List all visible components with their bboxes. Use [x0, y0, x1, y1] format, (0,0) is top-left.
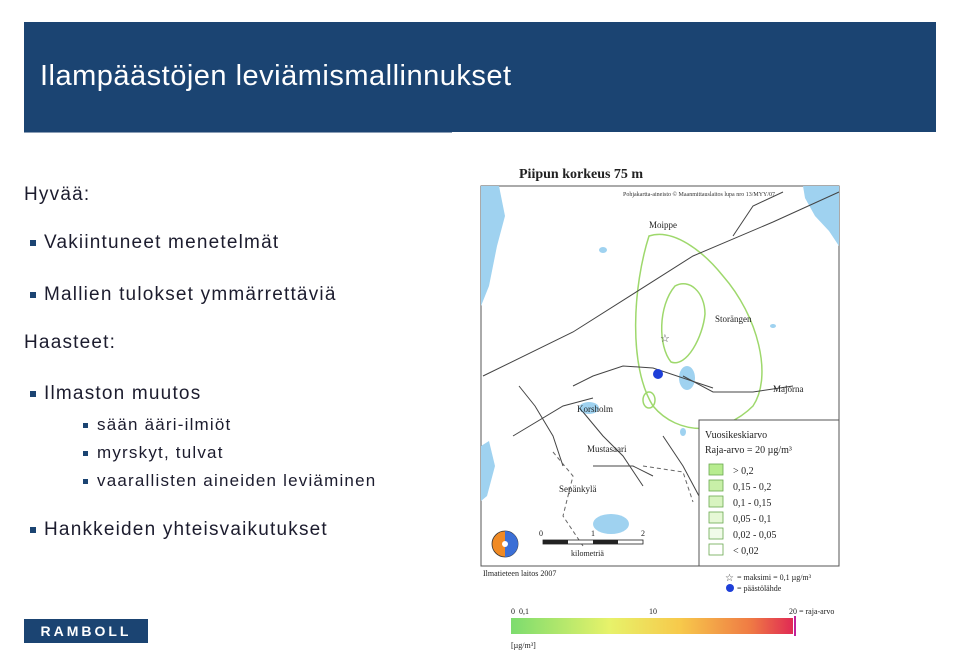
map-credit: Ilmatieteen laitos 2007	[483, 569, 557, 578]
legend-swatch	[709, 480, 723, 491]
title-divider	[24, 132, 452, 133]
place-mustasaari: Mustasaari	[587, 444, 627, 454]
good-item-2: Mallien tulokset ymmärrettäviä	[44, 284, 337, 305]
legend-limit: Raja-arvo = 20 µg/m³	[705, 445, 792, 456]
good-heading: Hyvää:	[24, 184, 91, 205]
place-sepankyla: Sepänkylä	[559, 484, 597, 494]
challenges-subitem-1: sään ääri-ilmiöt	[97, 415, 232, 434]
bullet-icon	[30, 527, 36, 533]
bullet-icon	[30, 240, 36, 246]
maximum-legend-star-icon: ☆	[725, 573, 734, 584]
legend-swatch	[709, 464, 723, 475]
source-label: = päästölähde	[737, 584, 782, 593]
bullet-icon	[30, 391, 36, 397]
logo-text: RAMBOLL	[40, 623, 132, 639]
challenges-subitem-3: vaarallisten aineiden leviäminen	[97, 471, 377, 490]
challenges-item: Ilmaston muutos	[44, 383, 202, 404]
legend-class-label: 0,02 - 0,05	[733, 530, 777, 541]
compass-rose-icon	[492, 531, 518, 557]
legend-swatch	[709, 496, 723, 507]
map-copyright: Pohjakartta-aineisto © Maanmittauslaitos lupa nro 13/MYY/07	[623, 192, 776, 198]
legend-title: Vuosikeskiarvo	[705, 430, 768, 441]
colorbar-unit: [µg/m³]	[511, 641, 536, 650]
bullet-icon	[30, 292, 36, 298]
legend-swatch	[709, 544, 723, 555]
last-item: Hankkeiden yhteisvaikutukset	[44, 519, 328, 540]
colorbar-tick-0: 0	[511, 607, 515, 616]
scale-unit: kilometriä	[571, 549, 604, 558]
source-legend-icon	[726, 584, 734, 592]
legend-class-label: 0,05 - 0,1	[733, 514, 772, 525]
place-moippe: Moippe	[649, 220, 677, 230]
legend-swatch	[709, 528, 723, 539]
colorbar-tick-2: 10	[649, 607, 657, 616]
legend	[699, 420, 839, 566]
place-majorna: Majorna	[773, 384, 804, 394]
bullet-icon	[83, 423, 88, 428]
bullet-icon	[83, 451, 88, 456]
good-item-1: Vakiintuneet menetelmät	[44, 232, 280, 253]
scale-tick-1: 1	[591, 529, 595, 538]
challenges-heading: Haasteet:	[24, 332, 117, 353]
scale-tick-0: 0	[539, 529, 543, 538]
place-korsholm: Korsholm	[577, 404, 613, 414]
colorbar-tick-1: 0,1	[519, 607, 529, 616]
legend-class-label: 0,1 - 0,15	[733, 498, 772, 509]
maximum-star-icon: ☆	[660, 333, 670, 345]
legend-class-label: > 0,2	[733, 466, 754, 477]
map-title: Piipun korkeus 75 m	[519, 167, 644, 182]
scale-tick-2: 2	[641, 529, 645, 538]
max-label: = maksimi = 0,1 µg/m³	[737, 573, 812, 582]
page-title: Ilampäästöjen leviämismallinnukset	[40, 60, 512, 92]
dispersion-map	[453, 136, 941, 666]
dispersion-map-figure	[453, 136, 941, 666]
legend-class-label: 0,15 - 0,2	[733, 482, 772, 493]
legend-class-label: < 0,02	[733, 546, 759, 557]
challenges-subitem-2: myrskyt, tulvat	[97, 443, 224, 462]
title-bar	[24, 22, 936, 132]
bullet-icon	[83, 479, 88, 484]
colorbar-tick-3: 20 = raja-arvo	[789, 607, 835, 616]
legend-swatch	[709, 512, 723, 523]
ramboll-logo	[24, 619, 148, 643]
place-storangen: Storängen	[715, 314, 752, 324]
emission-source-icon	[653, 369, 663, 379]
colorbar	[511, 618, 793, 634]
